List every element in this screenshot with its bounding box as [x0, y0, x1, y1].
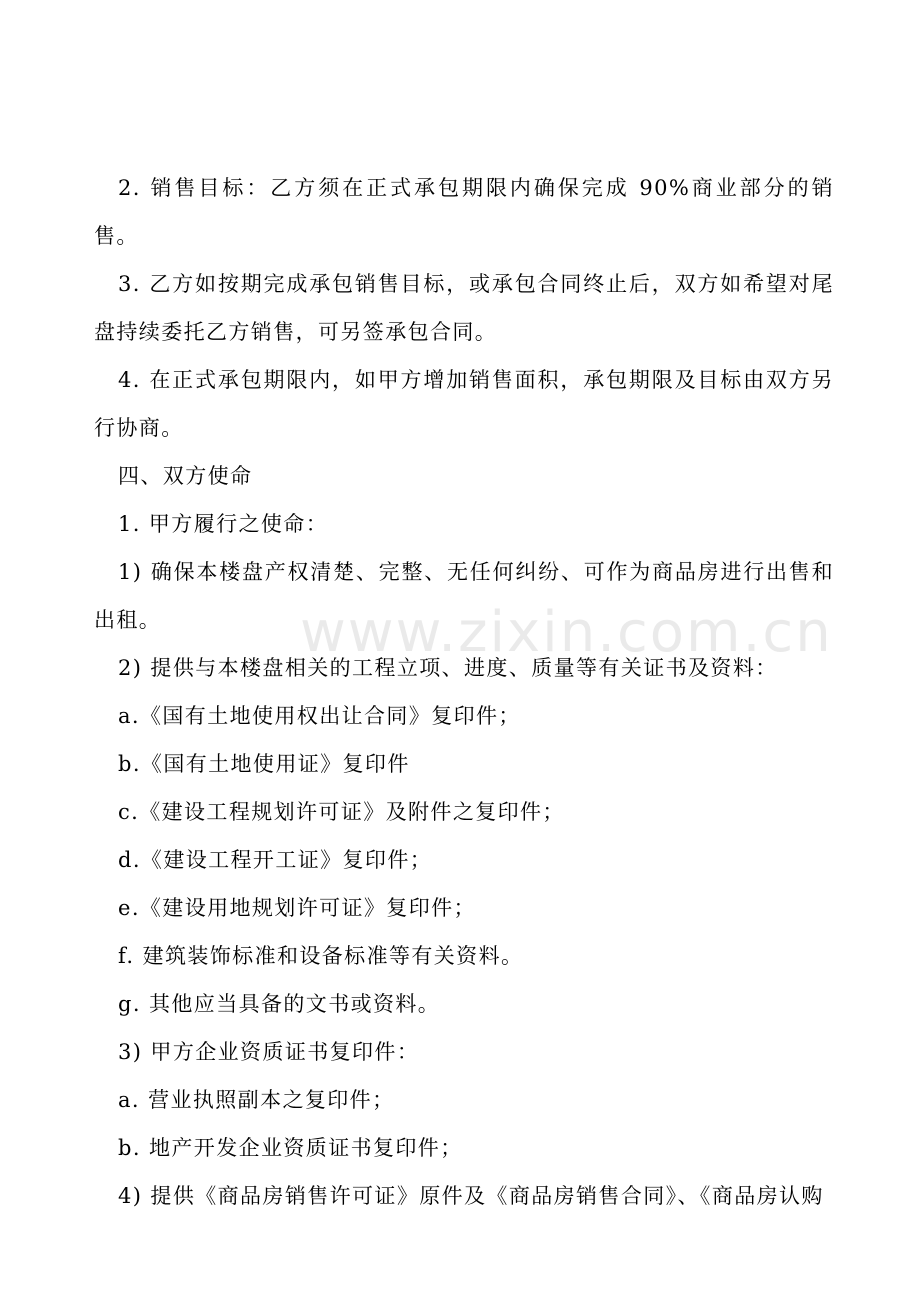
list-item-g: g. 其他应当具备的文书或资料。: [118, 992, 441, 1016]
watermark: www.zixin.com.cn: [300, 600, 833, 665]
list-item-b: b.《国有土地使用证》复印件: [118, 752, 410, 776]
list-item-f: f. 建筑装饰标准和设备标准等有关资料。: [118, 944, 524, 968]
list-item-e: e.《建设用地规划许可证》复印件；: [118, 896, 476, 920]
paragraph-party-a-duties: 1. 甲方履行之使命：: [118, 512, 329, 536]
list-item-c: c.《建设工程规划许可证》及附件之复印件；: [118, 800, 565, 824]
list-item-qualification: 3) 甲方企业资质证书复印件：: [118, 1040, 420, 1064]
paragraph-area-increase: 4. 在正式承包期限内，如甲方增加销售面积，承包期限及目标由双方另行协商。: [94, 368, 834, 440]
paragraph-renewal: 3. 乙方如按期完成承包销售目标，或承包合同终止后，双方如希望对尾盘持续委托乙方销售，可另签承包合同。: [94, 272, 834, 344]
list-item-license-b: b. 地产开发企业资质证书复印件；: [118, 1136, 463, 1160]
list-item-sales-permit: 4) 提供《商品房销售许可证》原件及《商品房销售合同》、《商品房认购: [118, 1184, 824, 1208]
document-page: [94, 164, 834, 1220]
list-item-documents: 2) 提供与本楼盘相关的工程立项、进度、质量等有关证书及资料：: [118, 656, 778, 680]
list-item-property-rights: 1) 确保本楼盘产权清楚、完整、无任何纠纷、可作为商品房进行出售和出租。: [94, 560, 834, 632]
section-heading-duties: 四、双方使命: [118, 464, 253, 488]
list-item-d: d.《建设工程开工证》复印件；: [118, 848, 433, 872]
list-item-license-a: a. 营业执照副本之复印件；: [118, 1088, 395, 1112]
paragraph-sales-target: 2. 销售目标：乙方须在正式承包期限内确保完成 90%商业部分的销售。: [94, 176, 834, 248]
list-item-a: a.《国有土地使用权出让合同》复印件；: [118, 704, 521, 728]
